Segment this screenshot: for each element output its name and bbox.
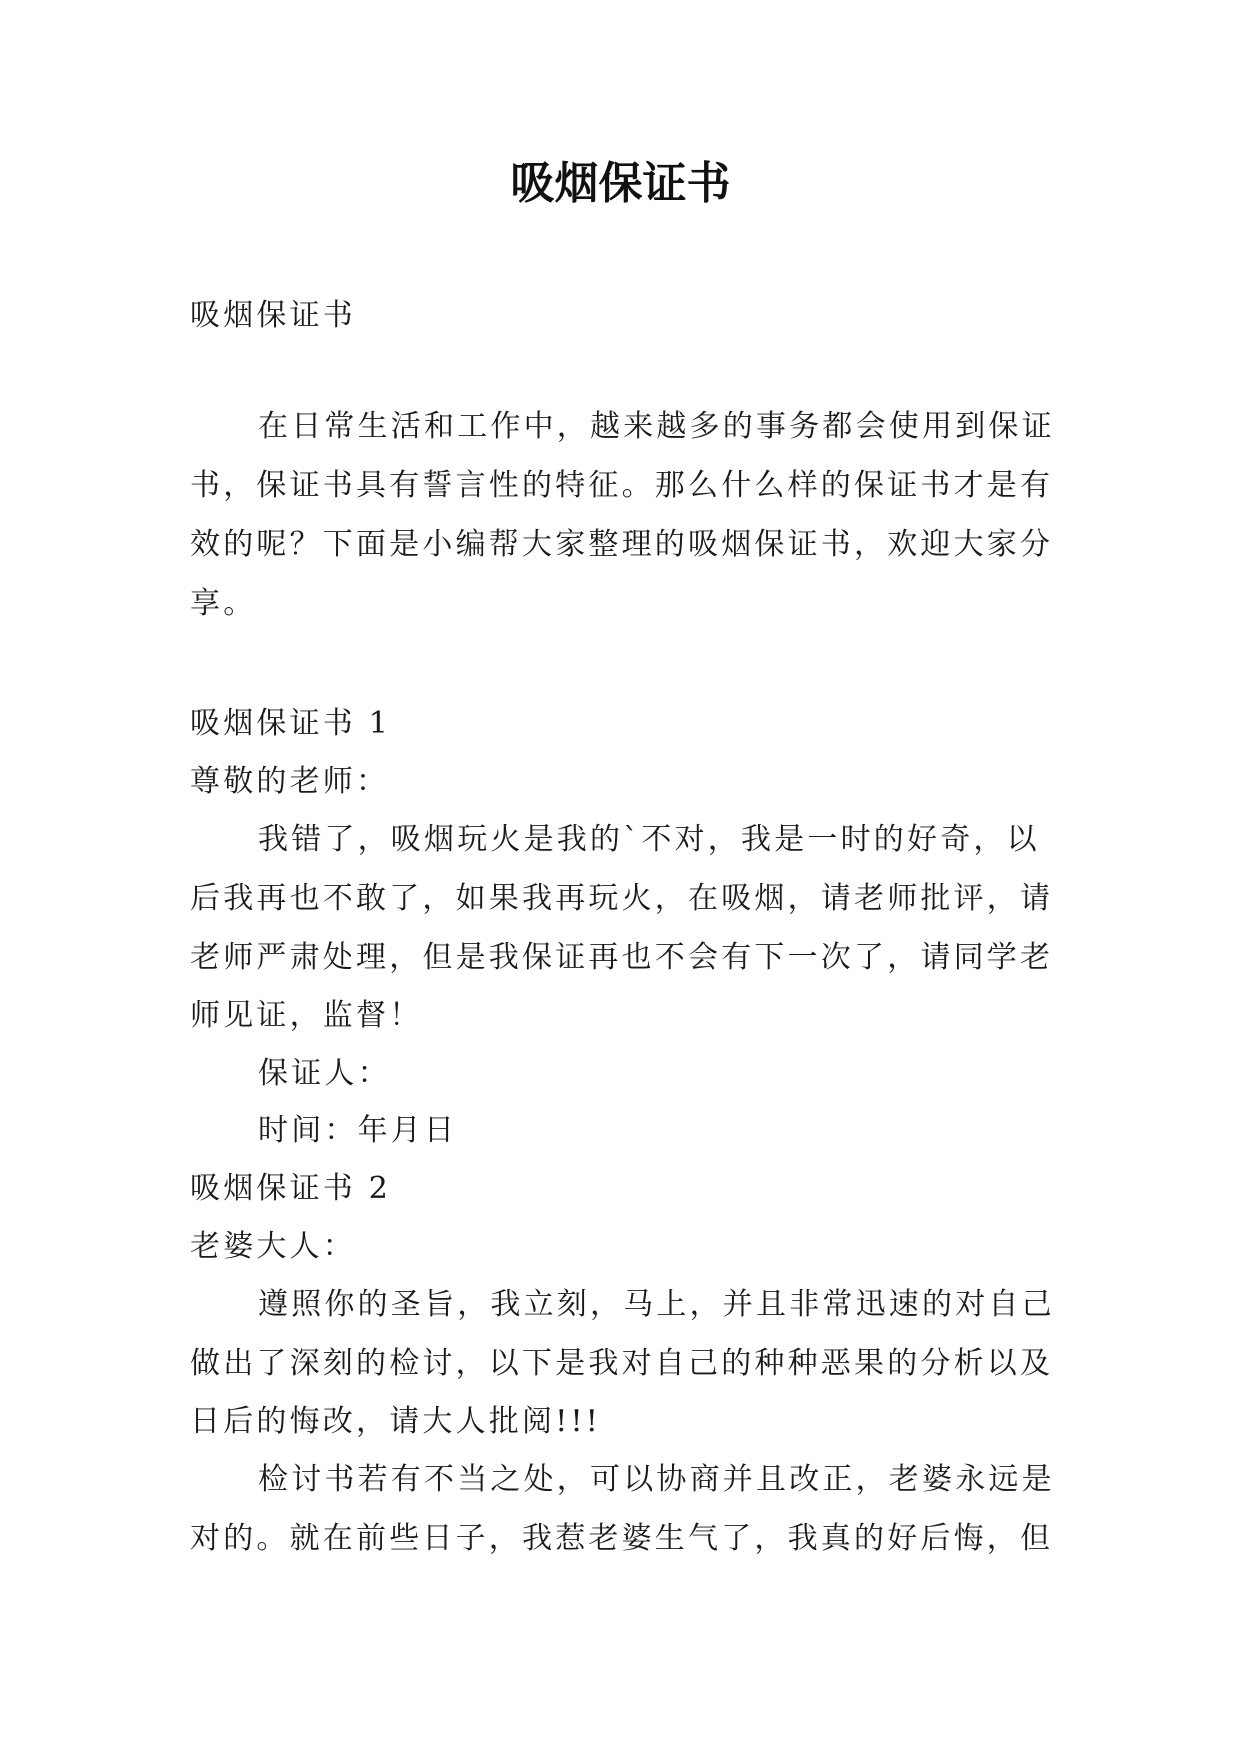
section2-body-line: 对的。就在前些日子，我惹老婆生气了，我真的好后悔，但 [190, 1521, 1054, 1556]
intro-line: 效的呢？下面是小编帮大家整理的吸烟保证书，欢迎大家分 [190, 527, 1054, 562]
section1-body-line: 师见证，监督！ [190, 998, 423, 1033]
section1-salutation: 尊敬的老师： [190, 764, 390, 799]
document-subtitle: 吸烟保证书 [190, 298, 356, 333]
section1-heading: 吸烟保证书 1 [190, 706, 392, 741]
section2-body-line: 遵照你的圣旨，我立刻，马上，并且非常迅速的对自己 [258, 1287, 1055, 1322]
section2-body-line: 做出了深刻的检讨，以下是我对自己的种种恶果的分析以及 [190, 1346, 1054, 1381]
section2-body-line: 日后的悔改，请大人批阅!!! [190, 1404, 601, 1439]
date-line: 时间：年月日 [258, 1113, 458, 1148]
section2-heading: 吸烟保证书 2 [190, 1171, 392, 1206]
intro-line: 享。 [190, 586, 257, 621]
guarantor-line: 保证人： [258, 1056, 391, 1091]
section1-body-line: 老师严肃处理，但是我保证再也不会有下一次了，请同学老 [190, 940, 1054, 975]
section1-body-line: 我错了，吸烟玩火是我的`不对，我是一时的好奇，以 [258, 822, 1040, 857]
intro-line: 在日常生活和工作中，越来越多的事务都会使用到保证 [258, 409, 1055, 444]
section2-body-line: 检讨书若有不当之处，可以协商并且改正，老婆永远是 [258, 1462, 1055, 1497]
intro-line: 书，保证书具有誓言性的特征。那么什么样的保证书才是有 [190, 468, 1054, 503]
document-title: 吸烟保证书 [510, 158, 731, 209]
section1-body-line: 后我再也不敢了，如果我再玩火，在吸烟，请老师批评，请 [190, 881, 1054, 916]
section2-salutation: 老婆大人： [190, 1229, 356, 1264]
